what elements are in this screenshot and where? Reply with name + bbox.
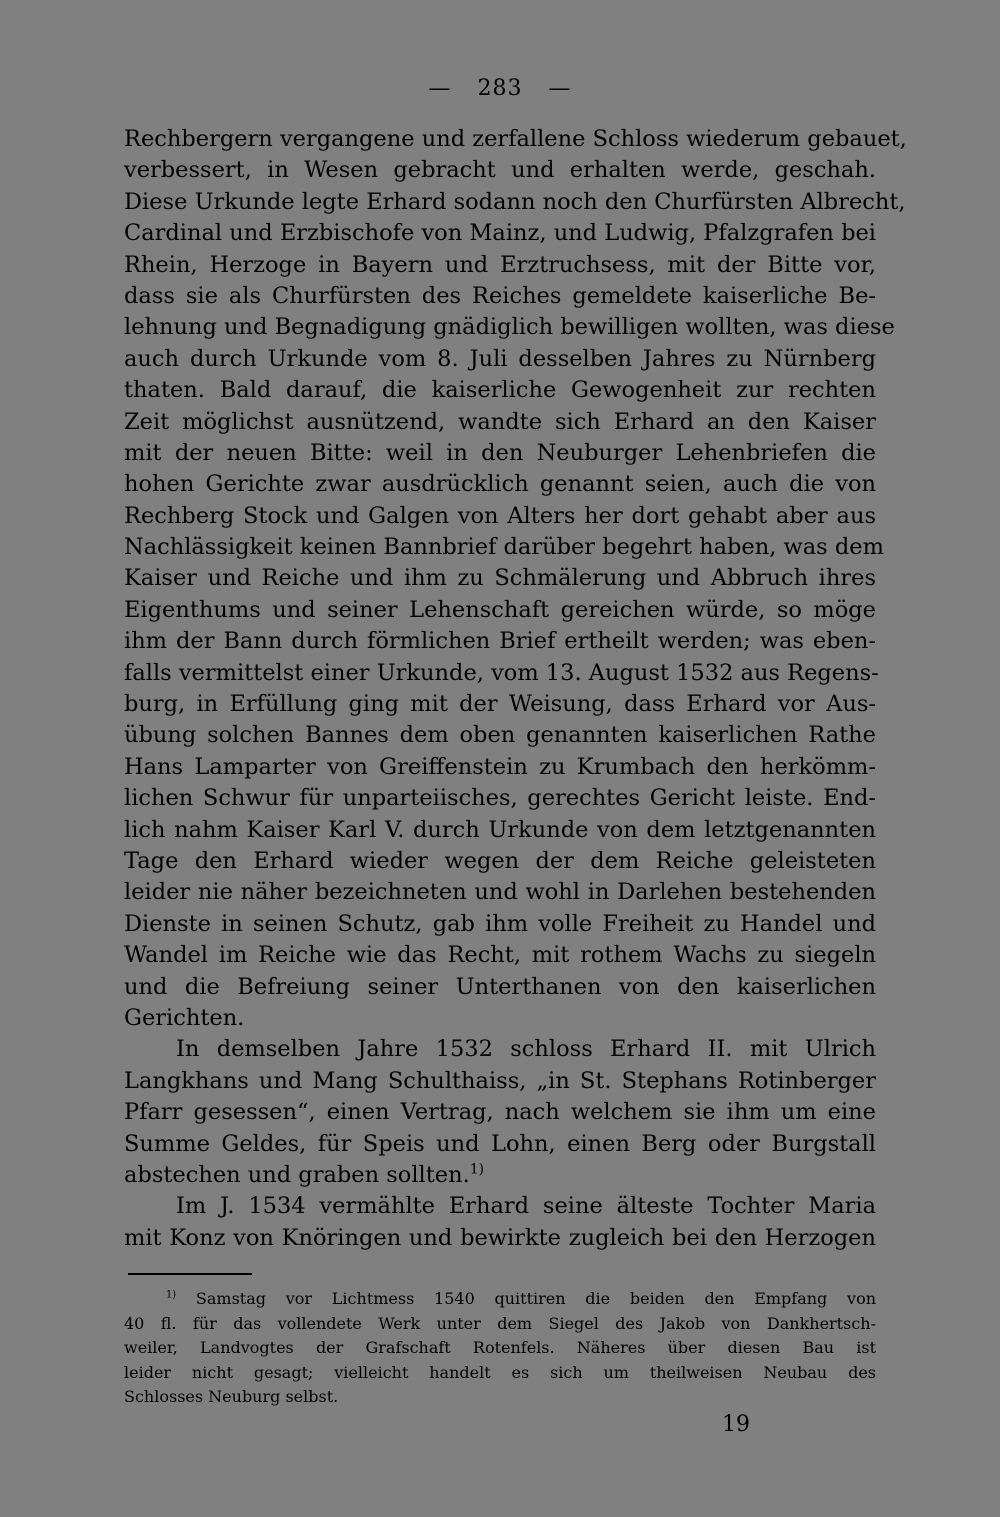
body-text — [124, 124, 907, 1254]
text-line: Pfarr gesessen“, einen Vertrag, nach welchem sie ihm um eine — [124, 1099, 876, 1126]
text-line: Rechberg Stock und Galgen von Alters her dort gehabt aber aus — [124, 502, 876, 529]
text-line: In demselben Jahre 1532 schloss Erhard II. mit Ulrich — [176, 1036, 876, 1063]
signature-mark: 19 — [722, 1412, 750, 1437]
text-line: ihm der Bann durch förmlichen Brief ertheilt werden; was eben- — [124, 628, 876, 655]
footnote-number: 1) — [166, 1289, 177, 1301]
text-line: Kaiser und Reiche und ihm zu Schmälerung und Abbruch ihres — [124, 565, 876, 592]
text-line: übung solchen Bannes dem oben genannten kaiserlichen Rathe — [124, 722, 876, 749]
text-line: dass sie als Churfürsten des Reiches gemeldete kaiserliche Be- — [124, 282, 876, 309]
text-line: Rhein, Herzoge in Bayern und Erztruchsess, mit der Bitte vor, — [124, 251, 876, 278]
text-line: mit der neuen Bitte: weil in den Neuburger Lehenbriefen die — [124, 439, 876, 466]
text-line: Dienste in seinen Schutz, gab ihm volle Freiheit zu Handel und — [124, 910, 876, 937]
header-dash-left: — — [428, 76, 452, 101]
text-line: Diese Urkunde legte Erhard sodann noch den Churfürsten Albrecht, — [124, 188, 906, 215]
text-line: Im J. 1534 vermählte Erhard seine älteste Tochter Maria — [176, 1193, 876, 1220]
footnotes — [124, 1287, 876, 1410]
text-line: Tage den Erhard wieder wegen der dem Reiche geleisteten — [124, 847, 876, 874]
text-line: verbessert, in Wesen gebracht und erhalten werde, geschah. — [124, 157, 876, 184]
text-line: Rechbergern vergangene und zerfallene Schloss wiederum gebauet, — [124, 126, 907, 152]
text-line: Nachlässigkeit keinen Bannbrief darüber begehrt haben, was dem — [124, 534, 884, 561]
text-line: Langkhans und Mang Schulthaiss, „in St. Stephans Rotinberger — [124, 1067, 876, 1094]
page-header — [0, 76, 1000, 101]
footnote-rule — [128, 1273, 252, 1275]
text-line: lich nahm Kaiser Karl V. durch Urkunde von dem letztgenannten — [124, 816, 876, 843]
text-line: Summe Geldes, für Speis und Lohn, einen Berg oder Burgstall — [124, 1130, 876, 1157]
text-line: auch durch Urkunde vom 8. Juli desselben Jahres zu Nürnberg — [124, 345, 876, 372]
footnote-line: Schlosses Neuburg selbst. — [124, 1387, 339, 1407]
footnote-line — [124, 1287, 876, 1312]
text-line: Zeit möglichst ausnützend, wandte sich Erhard an den Kaiser — [124, 408, 876, 435]
text-line: burg, in Erfüllung ging mit der Weisung, dass Erhard vor Aus- — [124, 691, 876, 718]
text-line: thaten. Bald darauf, die kaiserliche Gewogenheit zur rechten — [124, 377, 876, 404]
header-dash-right: — — [548, 76, 572, 101]
text-line: Cardinal und Erzbischofe von Mainz, und Ludwig, Pfalzgrafen bei — [124, 220, 876, 247]
footnote-line: leider nicht gesagt; vielleicht handelt es sich um theilweisen Neubau des — [124, 1362, 876, 1382]
text-line: falls vermittelst einer Urkunde, vom 13. August 1532 aus Regens- — [124, 659, 879, 686]
footnote-line: weiler, Landvogtes der Grafschaft Rotenfels. Näheres über diesen Bau ist — [124, 1338, 876, 1358]
footnote-line: 40 fl. für das vollendete Werk unter dem Siegel des Jakob von Dankhertsch- — [124, 1313, 876, 1333]
text-line: Gerichten. — [124, 1004, 245, 1031]
text-line: Eigenthums und seiner Lehenschaft gereichen würde, so möge — [124, 596, 876, 623]
text-line: lichen Schwur für unparteiisches, gerechtes Gericht leiste. End- — [124, 785, 876, 812]
footnote-marker: 1) — [469, 1161, 485, 1178]
text-line: Hans Lamparter von Greiffenstein zu Krumbach den herkömm- — [124, 753, 876, 780]
text-line: Wandel im Reiche wie das Recht, mit rothem Wachs zu siegeln — [124, 942, 876, 969]
text-line: lehnung und Begnadigung gnädiglich bewilligen wollten, was diese — [124, 314, 895, 341]
page-number: 283 — [477, 76, 523, 101]
text-line: hohen Gerichte zwar ausdrücklich genannt seien, auch die von — [124, 471, 876, 498]
text-line-content: abstechen und graben sollten. — [124, 1161, 470, 1188]
text-line: leider nie näher bezeichneten und wohl in Darlehen bestehenden — [124, 879, 876, 906]
text-line: mit Konz von Knöringen und bewirkte zugleich bei den Herzogen — [124, 1224, 876, 1251]
text-line — [124, 1160, 876, 1191]
footnote-line-content: Samstag vor Lichtmess 1540 quittiren die beiden den Empfang von — [195, 1289, 877, 1308]
text-line: und die Befreiung seiner Unterthanen von den kaiserlichen — [124, 973, 876, 1000]
